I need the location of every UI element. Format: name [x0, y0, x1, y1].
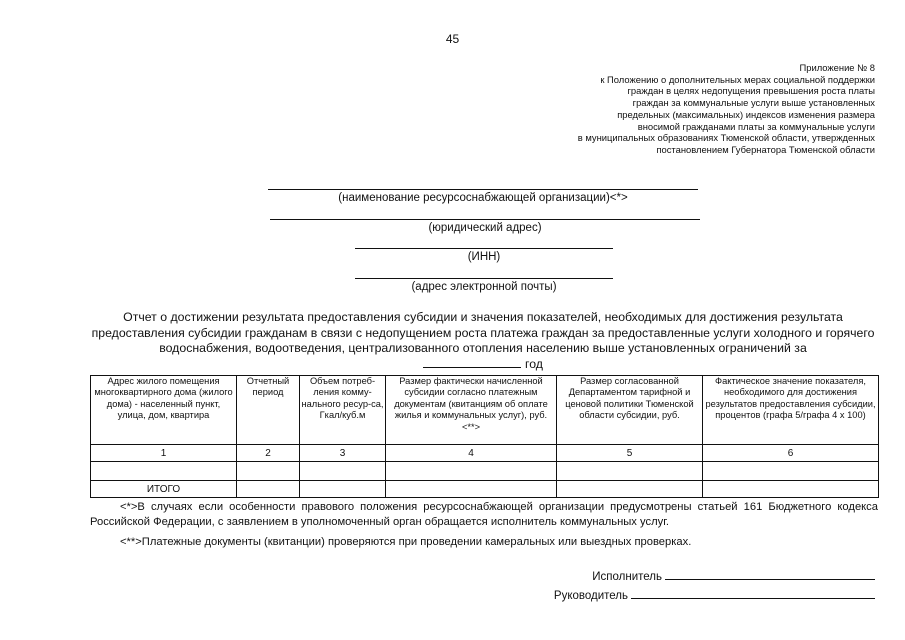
- executor-line: [665, 569, 875, 580]
- column-header: Отчетный период: [237, 376, 300, 445]
- appendix-line: вносимой гражданами платы за коммунальные услуги: [637, 120, 875, 132]
- year-word: год: [525, 356, 543, 371]
- page-number: 45: [445, 32, 460, 46]
- column-header: Размер фактически начисленной субсидии согласно платежным документам (квитанциям об оплате жилья и коммунальных услуг), руб. <**>: [386, 376, 557, 445]
- table-cell: [386, 481, 557, 498]
- table-cell: [703, 481, 879, 498]
- org-name-label: (наименование ресурсоснабжающей организации)<*>: [338, 192, 628, 204]
- legal-address-label: (юридический адрес): [428, 222, 542, 234]
- appendix-line: к Положению о дополнительных мерах социальной поддержки: [600, 73, 875, 85]
- appendix-line: Приложение № 8: [799, 62, 875, 73]
- column-number: 4: [386, 445, 557, 462]
- table-header-row: [91, 376, 879, 445]
- column-header: Объем потреб-ления комму-нального ресур-са, Гкал/куб.м: [300, 376, 386, 445]
- appendix-line: предельных (максимальных) индексов изменения размера: [617, 108, 875, 120]
- column-header: Адрес жилого помещения многоквартирного дома (жилого дома) - населенный пункт, улица, дом, квартира: [91, 376, 237, 445]
- footnote-2: <**>Платежные документы (квитанции) проверяются при проведении камеральных или выездных проверках.: [120, 536, 692, 549]
- appendix-line: граждан за коммунальные услуги выше установленных: [632, 97, 875, 109]
- column-number: 1: [91, 445, 237, 462]
- table-cell: [300, 462, 386, 481]
- column-header: Размер согласованной Департаментом тарифной и ценовой политики Тюменской области субсидии, руб.: [557, 376, 703, 445]
- head-label: Руководитель: [553, 590, 628, 602]
- table-cell: [557, 481, 703, 498]
- legal-address-line: [270, 219, 700, 220]
- report-title-text: Отчет о достижении результата предоставления субсидии и значения показателей, необходимых для достижения результата предоставления субсидии гражданам в связи с недопущением роста платежа граждан за предоставленные услуги холодного и горячего водоснабжения, водоотведения, централизованного отопления населению выше установленных ограничений за: [91, 310, 875, 355]
- appendix-line: в муниципальных образованиях Тюменской области, утвержденных: [577, 132, 875, 144]
- total-label: ИТОГО: [91, 481, 237, 498]
- column-number: 5: [557, 445, 703, 462]
- table-cell: [237, 462, 300, 481]
- report-title: [88, 310, 878, 372]
- column-number: 3: [300, 445, 386, 462]
- head-signature: [554, 588, 875, 602]
- table-cell: [237, 481, 300, 498]
- appendix-header: [578, 62, 875, 156]
- column-number: 2: [237, 445, 300, 462]
- head-line: [631, 588, 875, 599]
- column-number-row: [91, 445, 879, 462]
- inn-line: [355, 248, 613, 249]
- footnotes: [90, 500, 878, 550]
- report-table: [90, 375, 879, 498]
- total-row: [91, 481, 879, 498]
- column-header: Фактическое значение показателя, необходимого для достижения результатов предоставления субсидии, процентов (графа 5/графа 4 x 100): [703, 376, 879, 445]
- table-cell: [300, 481, 386, 498]
- table-cell: [703, 462, 879, 481]
- column-number: 6: [703, 445, 879, 462]
- org-name-line: [268, 189, 698, 190]
- table-cell: [386, 462, 557, 481]
- executor-label: Исполнитель: [592, 571, 662, 583]
- table-cell: [91, 462, 237, 481]
- year-blank: [423, 357, 521, 368]
- footnote-1: <*>В случаях если особенности правового положения ресурсоснабжающей организации предусмотрены статьей 161 Бюджетного кодекса Российской Федерации, с заявлением в уполномоченный орган обращается исполнитель коммунальных услуг.: [90, 501, 878, 528]
- table-cell: [557, 462, 703, 481]
- executor-signature: [592, 569, 875, 583]
- appendix-line: постановлением Губернатора Тюменской области: [656, 143, 875, 155]
- email-line: [355, 278, 613, 279]
- table-row: [91, 462, 879, 481]
- appendix-line: граждан в целях недопущения превышения роста платы: [627, 85, 875, 97]
- email-label: (адрес электронной почты): [411, 281, 557, 293]
- inn-label: (ИНН): [467, 251, 501, 263]
